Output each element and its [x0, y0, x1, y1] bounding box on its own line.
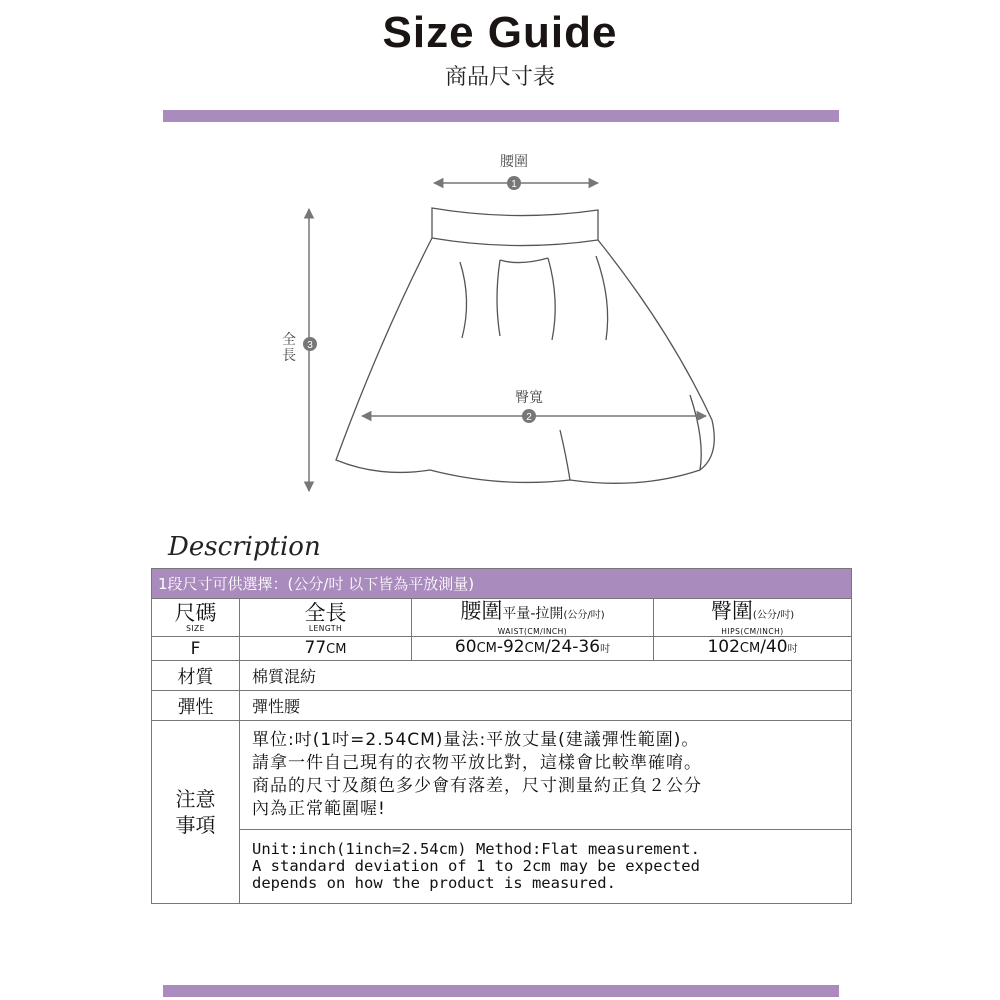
table-header-note: 1段尺寸可供選擇：(公分/吋 以下皆為平放測量) [152, 569, 852, 599]
description-heading: Description [168, 532, 321, 562]
col-length-sub: LENGTH [308, 624, 343, 633]
col-waist [412, 599, 654, 637]
col-hips-sub: HIPS(CM/INCH) [721, 626, 784, 636]
material-label: 材質 [152, 661, 240, 691]
table-row [152, 637, 852, 661]
size-table [151, 568, 852, 904]
notes-english: Unit:inch(1inch=2.54cm) Method:Flat measurement. A standard deviation of 1 to 2cm may be expected depends on how the product is measured. [240, 830, 852, 904]
skirt-illustration [336, 208, 714, 483]
col-length [240, 599, 412, 637]
hip-label: 臀寬 [515, 390, 543, 406]
notes-label: 注意 事項 [152, 721, 240, 904]
notes-chinese: 單位:吋(1吋=2.54CM)量法:平放丈量(建議彈性範圍)。 請拿一件自己現有的衣物平放比對，這樣會比較準確唷。 商品的尺寸及顏色多少會有落差，尺寸測量約正負２公分 內為正常範圍喔! [240, 721, 852, 830]
length-number: 3 [307, 340, 313, 351]
size-value: F [152, 637, 240, 661]
waist-value: 60CM-92CM/24-36吋 [412, 637, 654, 661]
col-waist-sub: WAIST(CM/INCH) [497, 626, 568, 636]
bottom-accent-bar [163, 985, 839, 997]
length-label-1: 全 [282, 332, 296, 348]
col-size-main: 尺碼 [174, 601, 217, 625]
length-value: 77CM [240, 637, 412, 661]
col-waist-extra: 平量-拉開 [502, 605, 564, 622]
elastic-value: 彈性腰 [240, 691, 852, 721]
page-title: Size Guide [382, 8, 618, 57]
col-length-main: 全長 [304, 601, 347, 625]
col-hips-unit: (公分/吋) [752, 609, 795, 621]
col-size-sub: SIZE [186, 624, 205, 633]
hips-value: 102CM/40吋 [654, 637, 852, 661]
material-value: 棉質混紡 [240, 661, 852, 691]
col-hips [654, 599, 852, 637]
length-label-2: 長 [282, 348, 296, 364]
col-hips-main: 臀圍 [710, 598, 753, 623]
col-waist-main: 腰圍 [460, 598, 503, 623]
hip-number: 2 [526, 412, 532, 423]
page-subtitle: 商品尺寸表 [444, 65, 555, 90]
col-size [152, 599, 240, 637]
elastic-label: 彈性 [152, 691, 240, 721]
col-waist-unit: (公分/吋) [563, 609, 605, 621]
waist-label: 腰圍 [500, 154, 528, 170]
waist-number: 1 [511, 179, 517, 190]
